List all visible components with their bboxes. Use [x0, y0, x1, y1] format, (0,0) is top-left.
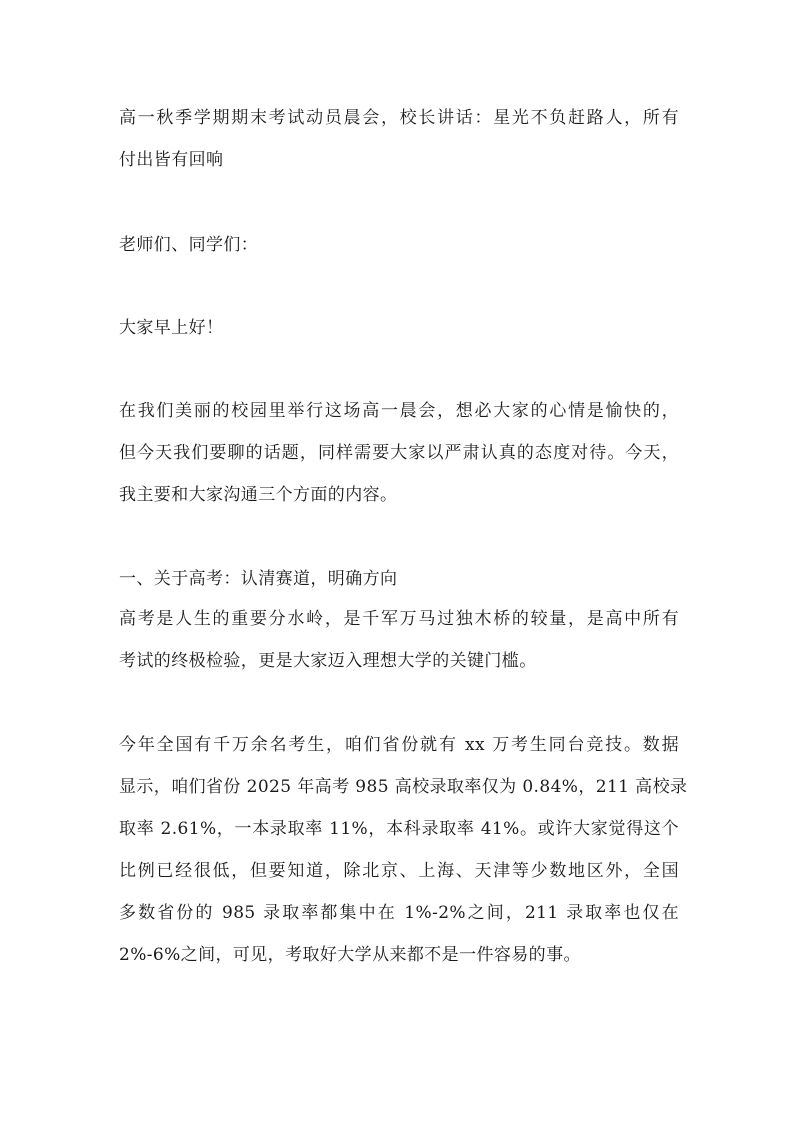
- section1-para2-line-2: 显示，咱们省份 2025 年高考 985 高校录取率仅为 0.84%，211 高校录: [119, 777, 688, 797]
- section1-para2-line-3: 取率 2.61%，一本录取率 11%，本科录取率 41%。或许大家觉得这个: [119, 819, 679, 839]
- section1-heading: 一、关于高考：认清赛道，明确方向: [119, 569, 398, 589]
- intro-line-1: 在我们美丽的校园里举行这场高一晨会，想必大家的心情是愉快的，: [119, 401, 679, 421]
- section1-para2-line-6: 2%-6%之间，可见，考取好大学从来都不是一件容易的事。: [119, 945, 581, 965]
- greeting: 大家早上好！: [119, 318, 224, 338]
- section1-para1-line-1: 高考是人生的重要分水岭，是千军万马过独木桥的较量，是高中所有: [119, 609, 679, 629]
- document-title-line-1: 高一秋季学期期末考试动员晨会，校长讲话：星光不负赶路人，所有: [119, 108, 679, 128]
- intro-line-2: 但今天我们要聊的话题，同样需要大家以严肃认真的态度对待。今天，: [119, 443, 679, 463]
- document-title-line-2: 付出皆有回响: [119, 150, 224, 170]
- section1-para2-line-1: 今年全国有千万余名考生，咱们省份就有 xx 万考生同台竞技。数据: [119, 735, 679, 755]
- intro-line-3: 我主要和大家沟通三个方面的内容。: [119, 485, 398, 505]
- section1-para1-line-2: 考试的终极检验，更是大家迈入理想大学的关键门槛。: [119, 651, 537, 671]
- salutation: 老师们、同学们：: [119, 235, 259, 255]
- section1-para2-line-4: 比例已经很低，但要知道，除北京、上海、天津等少数地区外，全国: [119, 861, 679, 881]
- section1-para2-line-5: 多数省份的 985 录取率都集中在 1%-2%之间，211 录取率也仅在: [119, 903, 679, 923]
